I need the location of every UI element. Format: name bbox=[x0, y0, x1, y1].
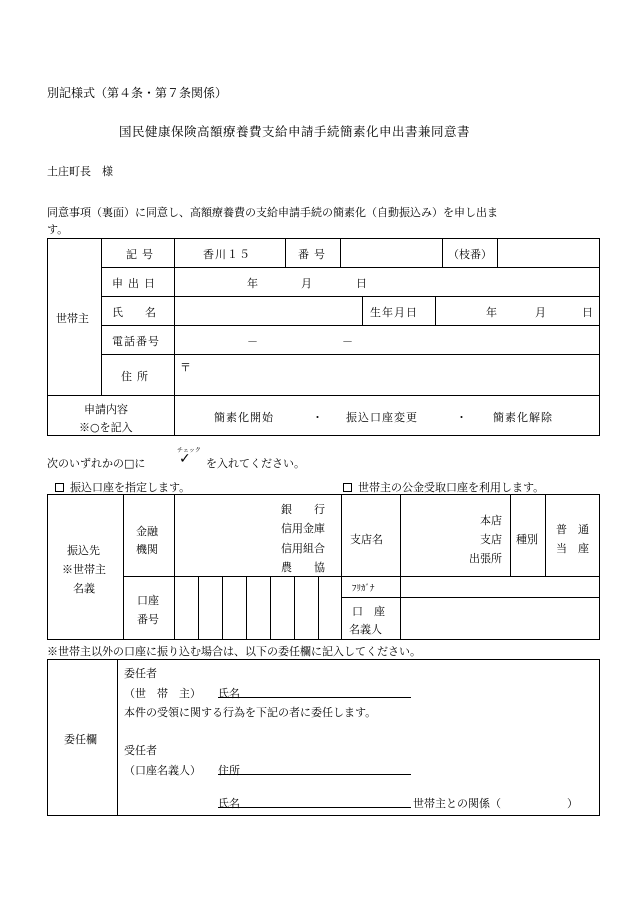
intro-line-2: す。 bbox=[47, 223, 69, 236]
form-title: 国民健康保険高額療養費支給申請手続簡素化申出書兼同意書 bbox=[119, 124, 471, 139]
bank-type-shinkumi: 信用組合 bbox=[281, 542, 325, 555]
account-number-field[interactable] bbox=[175, 577, 340, 639]
branch-type-honten: 本店 bbox=[480, 514, 502, 527]
juninsha-role: （口座名義人） bbox=[124, 764, 201, 777]
birth-month: 月 bbox=[535, 306, 546, 319]
birth-year: 年 bbox=[486, 306, 497, 319]
juninsha-label: 受任者 bbox=[124, 744, 157, 757]
koza-label-1: 口座 bbox=[137, 594, 159, 607]
choice-public-account-label: 世帯主の公金受取口座を利用します。 bbox=[358, 481, 545, 494]
choice-public-account[interactable] bbox=[343, 479, 544, 495]
jusho-label: 住所 bbox=[121, 370, 153, 383]
checkbox-public-account[interactable] bbox=[343, 483, 352, 492]
moshide-month: 月 bbox=[301, 277, 312, 290]
moshide-day: 日 bbox=[356, 277, 367, 290]
option-kanso-kaijo[interactable]: 簡素化解除 bbox=[493, 411, 553, 424]
edaban-label: （枝番） bbox=[448, 248, 492, 261]
bango-field[interactable] bbox=[341, 239, 441, 266]
naiyou-note: ※○を記入 bbox=[79, 421, 133, 434]
check-prefix: 次のいずれかの□に bbox=[47, 457, 146, 470]
branch-type-shiten: 支店 bbox=[480, 533, 502, 546]
delegation-statement: 本件の受領に関する行為を下記の者に委任します。 bbox=[124, 706, 377, 719]
ininsha-label: 委任者 bbox=[124, 667, 157, 680]
check-mark-icon: ✓ bbox=[179, 451, 191, 467]
postal-mark: 〒 bbox=[180, 361, 191, 374]
birth-date-field[interactable] bbox=[436, 297, 599, 324]
intro-line-1: 同意事項（裏面）に同意し、高額療養費の支給申請手続の簡素化（自動振込み）を申し出ま bbox=[47, 206, 498, 219]
option-separator-1: ・ bbox=[312, 411, 323, 424]
option-separator-2: ・ bbox=[456, 411, 467, 424]
kigo-value: 香川１５ bbox=[203, 248, 251, 261]
ininsha-role: （世 帯 主） bbox=[124, 687, 201, 700]
meigi-label-2: 名義人 bbox=[349, 623, 382, 636]
bank-type-nokyo: 農 協 bbox=[281, 561, 325, 574]
edaban-field[interactable] bbox=[498, 239, 599, 266]
juninsha-address-field[interactable] bbox=[243, 757, 411, 774]
furigana-field[interactable] bbox=[401, 577, 599, 596]
bank-type-ginko: 銀 行 bbox=[281, 503, 325, 516]
bank-type-shinkin: 信用金庫 bbox=[281, 522, 325, 535]
kigo-label: 記号 bbox=[126, 248, 158, 261]
choice-designate-account-label: 振込口座を指定します。 bbox=[70, 481, 191, 494]
tel-dash-2: － bbox=[342, 335, 353, 348]
bango-label: 番号 bbox=[298, 248, 330, 261]
shimei-field[interactable] bbox=[175, 297, 361, 324]
birth-day: 日 bbox=[582, 306, 593, 319]
option-kanso-kaishi[interactable]: 簡素化開始 bbox=[214, 411, 274, 424]
relation-field[interactable] bbox=[515, 790, 585, 807]
ininsha-shimei-label: 氏名 bbox=[218, 687, 240, 700]
tel-dash-1: － bbox=[247, 335, 258, 348]
relation-label: 世帯主との関係（ ） bbox=[413, 797, 578, 810]
kinyu-label-2: 機関 bbox=[136, 543, 158, 556]
dest-label-1: 振込先 bbox=[67, 544, 100, 557]
tel-label: 電話番号 bbox=[112, 335, 160, 348]
branch-name-field[interactable] bbox=[401, 495, 471, 575]
naiyou-label: 申請内容 bbox=[84, 403, 128, 416]
shimei-label: 氏名 bbox=[112, 306, 178, 319]
addressee: 土庄町長 様 bbox=[47, 165, 113, 178]
ininsha-name-field[interactable] bbox=[243, 680, 411, 697]
koza-label-2: 番号 bbox=[137, 613, 159, 626]
check-ruby: チェック bbox=[177, 447, 201, 454]
meigi-label-1: 口 座 bbox=[352, 605, 385, 618]
account-type-toza[interactable]: 当 座 bbox=[556, 542, 589, 555]
juninsha-jusho-label: 住所 bbox=[218, 764, 240, 777]
choice-designate-account[interactable] bbox=[55, 479, 190, 495]
note-delegation: ※世帯主以外の口座に振り込む場合は、以下の委任欄に記入してください。 bbox=[47, 645, 421, 658]
moshide-year: 年 bbox=[247, 277, 258, 290]
juninsha-shimei-label: 氏名 bbox=[218, 797, 240, 810]
birth-label: 生年月日 bbox=[370, 306, 418, 319]
shubetsu-label: 種別 bbox=[516, 533, 538, 546]
juninsha-name-field[interactable] bbox=[243, 790, 411, 807]
moshide-date-field[interactable] bbox=[175, 268, 599, 295]
dest-label-3: 名義 bbox=[73, 582, 95, 595]
tel-field[interactable] bbox=[175, 326, 599, 353]
form-reference: 別記様式（第４条・第７条関係） bbox=[47, 86, 228, 100]
branch-type-shutchojo: 出張所 bbox=[469, 552, 502, 565]
option-koza-henko[interactable]: 振込口座変更 bbox=[346, 411, 418, 424]
shiten-label: 支店名 bbox=[350, 533, 383, 546]
dest-label-2: ※世帯主 bbox=[62, 563, 106, 576]
checkbox-designate-account[interactable] bbox=[55, 483, 64, 492]
jusho-field[interactable] bbox=[175, 355, 599, 394]
section-label-setainushi: 世帯主 bbox=[56, 312, 89, 325]
kinyu-label-1: 金融 bbox=[136, 525, 158, 538]
account-holder-field[interactable] bbox=[401, 598, 599, 639]
account-type-futsu[interactable]: 普 通 bbox=[556, 523, 589, 536]
check-suffix: を入れてください。 bbox=[206, 457, 305, 470]
moshide-label: 申出日 bbox=[112, 277, 160, 290]
furigana-label: ﾌﾘｶﾞﾅ bbox=[352, 584, 375, 594]
inin-label: 委任欄 bbox=[64, 733, 97, 746]
bank-name-field[interactable] bbox=[175, 495, 275, 575]
